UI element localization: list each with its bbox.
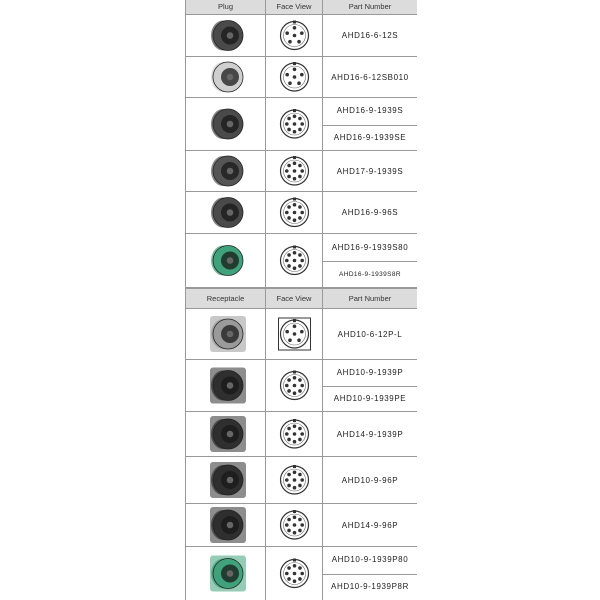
receptacle-photo	[186, 412, 266, 456]
connector-image-cell	[186, 151, 266, 191]
part-number-column-header: Part Number	[348, 294, 392, 303]
face-view-cell	[266, 547, 323, 600]
plug-column-header: Plug	[186, 0, 266, 15]
part-number: AHD16-9-1939S	[323, 98, 417, 126]
part-number: AHD10-9-1939P8R	[331, 581, 409, 591]
part-number-cell	[323, 98, 417, 150]
plug-row	[186, 151, 417, 192]
plug-photo	[186, 151, 266, 191]
receptacle-column-header: Receptacle	[186, 289, 266, 309]
receptacle-row	[186, 309, 417, 360]
face-view-icon	[266, 309, 323, 359]
face-view-icon	[266, 504, 323, 546]
part-number-cell	[323, 57, 417, 97]
face-view-cell	[266, 151, 323, 191]
receptacle-row	[186, 547, 417, 600]
receptacle-photo	[186, 360, 266, 411]
part-number-cell	[323, 151, 417, 191]
part-number: AHD16-9-96S	[341, 208, 399, 217]
connector-image-cell	[186, 57, 266, 97]
part-number-column-header: Part Number	[348, 2, 392, 11]
plug-row	[186, 98, 417, 151]
face-view-icon	[266, 151, 323, 191]
face-view-icon	[266, 15, 323, 56]
plug-row	[186, 192, 417, 234]
receptacle-row	[186, 412, 417, 457]
connector-image-cell	[186, 504, 266, 546]
part-number-cell	[323, 547, 417, 600]
receptacle-header-row	[186, 288, 417, 309]
receptacle-photo	[186, 309, 266, 359]
part-number-cell	[323, 412, 417, 456]
part-number-cell	[323, 234, 417, 287]
face-view-icon	[266, 360, 323, 411]
face-view-cell	[266, 412, 323, 456]
face-view-column-header: Face View	[266, 0, 323, 15]
face-view-icon	[266, 412, 323, 456]
face-view-cell	[266, 457, 323, 503]
face-view-icon	[266, 192, 323, 233]
face-view-cell	[266, 360, 323, 411]
part-number-cell	[323, 15, 417, 56]
receptacle-row	[186, 504, 417, 547]
part-number: AHD17-9-1939S	[336, 167, 404, 176]
part-number-cell	[323, 457, 417, 503]
plug-photo	[186, 15, 266, 56]
face-view-cell	[266, 309, 323, 359]
part-number: AHD14-9-96P	[341, 521, 399, 530]
face-view-cell	[266, 15, 323, 56]
plug-row	[186, 234, 417, 288]
receptacle-photo	[186, 457, 266, 503]
receptacle-row	[186, 457, 417, 504]
plug-photo	[186, 192, 266, 233]
part-number-cell	[323, 360, 417, 411]
part-number-cell	[323, 309, 417, 359]
connector-image-cell	[186, 547, 266, 600]
face-view-cell	[266, 98, 323, 150]
face-view-column-header: Face View	[266, 289, 323, 309]
part-number: AHD14-9-1939P	[336, 430, 404, 439]
connector-image-cell	[186, 457, 266, 503]
part-number: AHD10-9-1939P	[323, 360, 417, 387]
plug-header-row	[186, 0, 417, 15]
face-view-icon	[266, 457, 323, 503]
part-number-cell	[323, 504, 417, 546]
plug-row	[186, 57, 417, 98]
part-number: AHD16-6-12SB010	[331, 73, 409, 82]
part-number: AHD10-9-1939P80	[323, 547, 417, 575]
receptacle-photo	[186, 547, 266, 600]
connector-image-cell	[186, 15, 266, 56]
face-view-cell	[266, 57, 323, 97]
face-view-cell	[266, 234, 323, 287]
face-view-cell	[266, 504, 323, 546]
part-number: AHD16-9-1939S80	[323, 234, 417, 262]
face-view-icon	[266, 234, 323, 287]
part-number-cell	[323, 192, 417, 233]
connector-image-cell	[186, 412, 266, 456]
part-number: AHD10-9-1939PE	[333, 394, 407, 403]
plug-row	[186, 15, 417, 57]
receptacle-row	[186, 360, 417, 412]
part-number: AHD10-9-96P	[341, 476, 399, 485]
connector-image-cell	[186, 234, 266, 287]
face-view-icon	[266, 57, 323, 97]
connector-image-cell	[186, 192, 266, 233]
face-view-cell	[266, 192, 323, 233]
plug-photo	[186, 57, 266, 97]
receptacle-photo	[186, 504, 266, 546]
connector-image-cell	[186, 360, 266, 411]
plug-photo	[186, 98, 266, 150]
connector-table	[185, 0, 416, 600]
face-view-icon	[266, 98, 323, 150]
connector-image-cell	[186, 98, 266, 150]
face-view-icon	[266, 547, 323, 600]
plug-photo	[186, 234, 266, 287]
part-number: AHD16-9-1939S8R	[338, 271, 401, 278]
part-number: AHD16-9-1939SE	[333, 132, 407, 142]
connector-image-cell	[186, 309, 266, 359]
part-number: AHD16-6-12S	[341, 31, 399, 40]
part-number: AHD10-6-12P-L	[337, 330, 403, 339]
